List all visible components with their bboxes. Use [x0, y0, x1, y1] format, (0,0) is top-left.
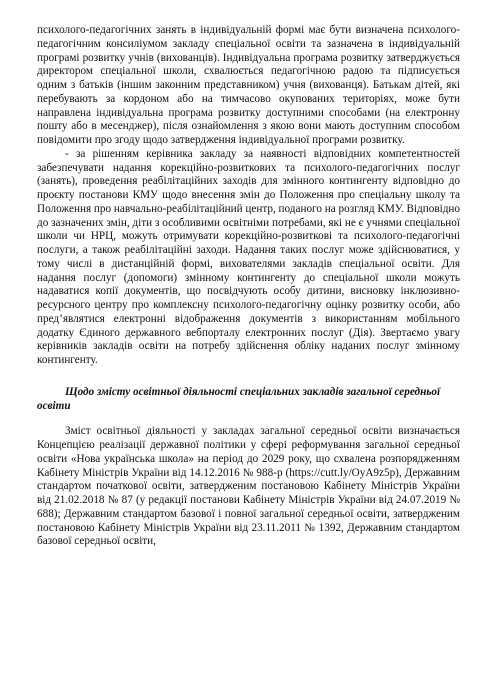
- paragraph-shift-contingent: - за рішенням керівника закладу за наявності відповідних компетентностей забезпечувати надання корекційно-розвиткових та психолого-педагогічних послуг (занять), проведення реабілітаційних заходів для змінного контингенту відповідно до проєкту постанови КМУ щодо внесення змін до Положення про спеціальну школу та Положення про навчально-реабілітаційний центр, поданого на розгляд КМУ. Відповідно до зазначених змін, діти з особливими освітніми потребами, які не є учнями спеціальної школи чи НРЦ, можуть отримувати корекційно-розвиткові та психолого-педагогічні послуги, а також реабілітаційні заходи. Надання таких послуг може здійснюватися, у тому числі в дистанційній формі, вихователями закладів спеціальної освіти. Для надання послуг (допомоги) змінному контингенту до спеціальної школи можуть надаватися копії документів, що посвідчують особу дитини, висновку інклюзивно-ресурсного центру про комплексну психолого-педагогічну оцінку розвитку особи, або пред’являтися електронні відображення документів з використанням мобільного додатку Єдиного державного вебпорталу електронних послуг (Дія). Звертаємо увагу керівників закладів освіти на потребу здійснення обліку наданих послуг змінному контингенту.: [37, 147, 460, 366]
- document-page: [37, 24, 460, 549]
- section-heading: Щодо змісту освітньої діяльності спеціальних закладів загальної середньої освіти: [37, 385, 441, 412]
- spacer: [37, 413, 460, 425]
- spacer: [37, 368, 460, 386]
- paragraph-education-content: Зміст освітньої діяльності у закладах загальної середньої освіти визначається Концепцією реалізації державної політики у сфері реформування загальної середньої освіти «Нова українська школа» на період до 2029 року, що схвалена розпорядженням Кабінету Міністрів України від 14.12.2016 № 988-р (https://cutt.ly/OyA9z5p), Державним стандартом початкової освіти, затвердженим постановою Кабінету Міністрів України від 21.02.2018 № 87 (у редакції постанови Кабінету Міністрів України від 24.07.2019 № 688); Державним стандартом базової і повної загальної середньої освіти, затвердженим постановою Кабінету Міністрів України від 23.11.2011 № 1392, Державним стандартом базової середньої освіти,: [37, 425, 460, 548]
- paragraph-individual-program: психолого-педагогічних занять в індивідуальній формі має бути визначена психолого-педагогічним консиліумом закладу спеціальної освіти та зазначена в індивідуальній програмі розвитку учнів (вихованців). Індивідуальна програма розвитку затверджується директором спеціальної школи, схвалюється педагогічною радою та підписується одним з батьків (іншим законним представником) учня (вихованця). Батькам дітей, які перебувають за кордоном або на тимчасово окупованих територіях, може бути направлена індивідуальна програма розвитку доступними способами (на електронну пошту або в месенджер), після ознайомлення з якою вони мають доступним способом повідомити про згоду щодо затвердження індивідуальної програми розвитку.: [37, 24, 460, 146]
